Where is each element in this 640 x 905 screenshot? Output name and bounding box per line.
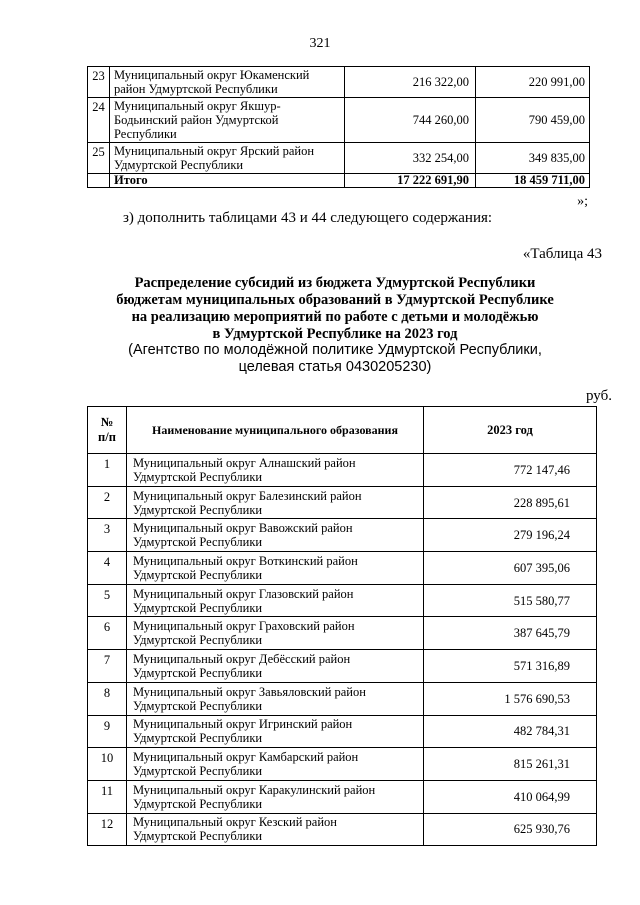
- amount-2: 220 991,00: [476, 67, 590, 98]
- table-row: [88, 748, 597, 781]
- total-label: Итого: [110, 174, 345, 188]
- subsidy-amount: 482 784,31: [424, 715, 597, 748]
- municipality-name: Муниципальный округ Камбарский район Удмуртской Республики: [127, 748, 424, 781]
- amount-2: 349 835,00: [476, 143, 590, 174]
- table-row: [88, 584, 597, 617]
- table-row: [88, 682, 597, 715]
- table-row: [88, 650, 597, 683]
- table-heading: [80, 275, 590, 343]
- table-row: [88, 486, 597, 519]
- municipality-name: Муниципальный округ Каракулинский район Удмуртской Республики: [127, 780, 424, 813]
- municipality-name: Муниципальный округ Алнашский район Удмуртской Республики: [127, 454, 424, 487]
- row-number: 25: [88, 143, 110, 174]
- heading-line: на реализацию мероприятий по работе с детьми и молодёжью: [131, 309, 539, 325]
- subheading-line: (Агентство по молодёжной политике Удмуртской Республики,: [128, 342, 542, 358]
- subheading-line: целевая статья 0430205230): [238, 359, 432, 375]
- row-number: 11: [88, 780, 127, 813]
- row-number: 1: [88, 454, 127, 487]
- heading-line: в Удмуртской Республике на 2023 год: [212, 326, 458, 342]
- municipality-name: Муниципальный округ Завьяловский район Удмуртской Республики: [127, 682, 424, 715]
- row-number: 12: [88, 813, 127, 846]
- municipality-name: Муниципальный округ Ярский район Удмуртской Республики: [110, 143, 345, 174]
- row-number: 5: [88, 584, 127, 617]
- row-number: 3: [88, 519, 127, 552]
- subsidy-amount: 815 261,31: [424, 748, 597, 781]
- row-number: 8: [88, 682, 127, 715]
- row-number: 9: [88, 715, 127, 748]
- municipality-name: Муниципальный округ Граховский район Удмуртской Республики: [127, 617, 424, 650]
- amount-1: 332 254,00: [345, 143, 476, 174]
- amount-1: 216 322,00: [345, 67, 476, 98]
- row-number: 4: [88, 552, 127, 585]
- total-amount-1: 17 222 691,90: [345, 174, 476, 188]
- subsidy-amount: 279 196,24: [424, 519, 597, 552]
- subsidy-amount: 571 316,89: [424, 650, 597, 683]
- municipality-name: Муниципальный округ Балезинский район Удмуртской Республики: [127, 486, 424, 519]
- table-row: [88, 780, 597, 813]
- table-row: [88, 67, 590, 98]
- municipality-name: Муниципальный округ Дебёсский район Удмуртской Республики: [127, 650, 424, 683]
- table-row: [88, 98, 590, 143]
- amendment-paragraph: з) дополнить таблицами 43 и 44 следующего содержания:: [123, 210, 493, 226]
- subsidy-amount: 607 395,06: [424, 552, 597, 585]
- row-number: 7: [88, 650, 127, 683]
- row-number: 2: [88, 486, 127, 519]
- municipality-name: Муниципальный округ Воткинский район Удмуртской Республики: [127, 552, 424, 585]
- row-number: 10: [88, 748, 127, 781]
- row-number: 6: [88, 617, 127, 650]
- header-number: № п/п: [88, 407, 127, 454]
- subsidy-amount: 387 645,79: [424, 617, 597, 650]
- table-caption: «Таблица 43: [522, 246, 602, 262]
- row-number: 24: [88, 98, 110, 143]
- heading-line: Распределение субсидий из бюджета Удмуртской Республики: [134, 275, 536, 291]
- subsidy-amount: 1 576 690,53: [424, 682, 597, 715]
- row-number: 23: [88, 67, 110, 98]
- table-row: [88, 454, 597, 487]
- municipality-name: Муниципальный округ Глазовский район Удмуртской Республики: [127, 584, 424, 617]
- total-amount-2: 18 459 711,00: [476, 174, 590, 188]
- municipality-name: Муниципальный округ Игринский район Удмуртской Республики: [127, 715, 424, 748]
- total-row: [88, 174, 590, 188]
- page-number: 321: [309, 36, 331, 51]
- continuation-table: [87, 66, 590, 188]
- table-row: [88, 552, 597, 585]
- amount-1: 744 260,00: [345, 98, 476, 143]
- subsidy-amount: 410 064,99: [424, 780, 597, 813]
- municipality-name: Муниципальный округ Кезский район Удмуртской Республики: [127, 813, 424, 846]
- amount-2: 790 459,00: [476, 98, 590, 143]
- table-subheading: [80, 342, 590, 376]
- closing-quote: »;: [577, 194, 588, 209]
- subsidy-amount: 515 580,77: [424, 584, 597, 617]
- header-year: 2023 год: [424, 407, 597, 454]
- table-row: [88, 715, 597, 748]
- table-row: [88, 143, 590, 174]
- table-row: [88, 813, 597, 846]
- subsidy-amount: 772 147,46: [424, 454, 597, 487]
- table-header-row: [88, 407, 597, 454]
- subsidy-table: [87, 406, 597, 846]
- subsidy-amount: 625 930,76: [424, 813, 597, 846]
- table-row: [88, 617, 597, 650]
- subsidy-amount: 228 895,61: [424, 486, 597, 519]
- municipality-name: Муниципальный округ Юкаменский район Удмуртской Республики: [110, 67, 345, 98]
- header-name: Наименование муниципального образования: [127, 407, 424, 454]
- municipality-name: Муниципальный округ Якшур-Бодьинский район Удмуртской Республики: [110, 98, 345, 143]
- currency-unit: руб.: [586, 388, 612, 404]
- municipality-name: Муниципальный округ Вавожский район Удмуртской Республики: [127, 519, 424, 552]
- heading-line: бюджетам муниципальных образований в Удмуртской Республике: [116, 292, 554, 308]
- table-row: [88, 519, 597, 552]
